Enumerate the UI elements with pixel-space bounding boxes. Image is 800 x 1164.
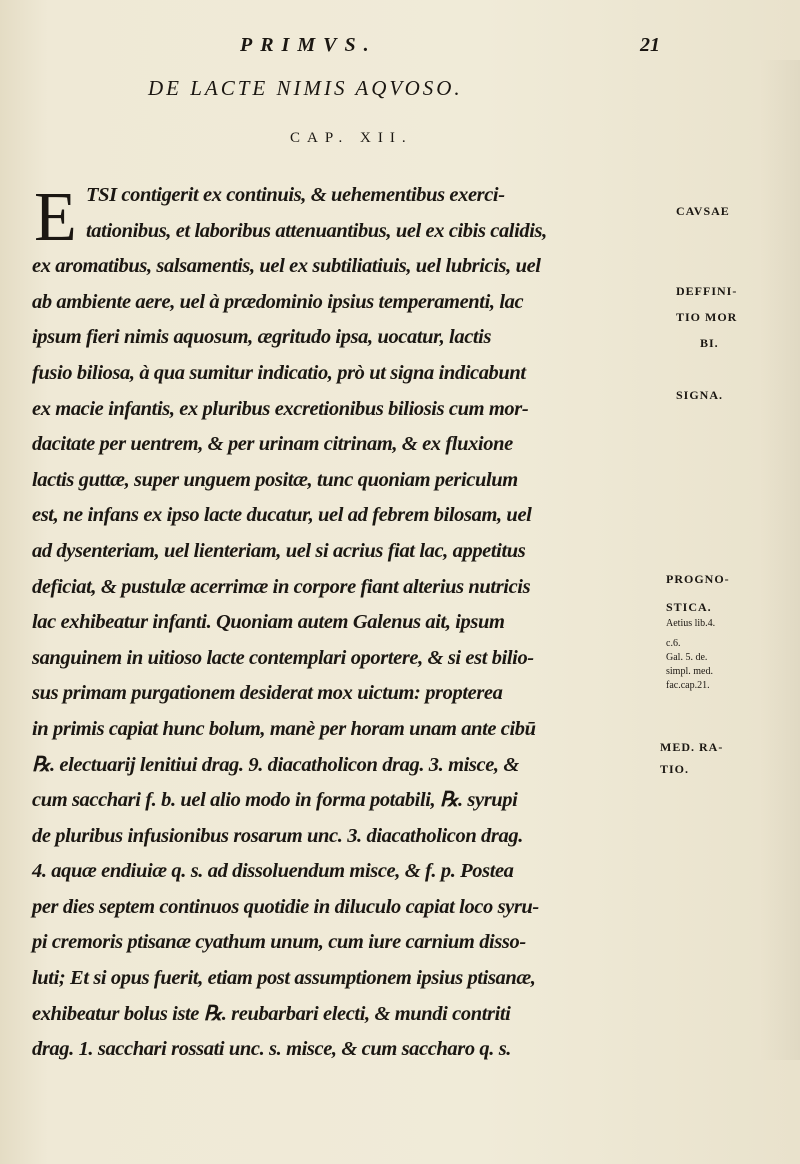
text-line: ipsum fieri nimis aquosum, ægritudo ipsa, uocatur, lactis (32, 326, 492, 349)
text-line: ex macie infantis, ex pluribus excretionibus biliosis cum mor- (32, 397, 529, 420)
chapter-title: DE LACTE NIMIS AQVOSO. (148, 76, 463, 100)
text-line: cum sacchari f. b. uel alio modo in forma potabili, ℞. syrupi (32, 789, 518, 812)
text-line: ab ambiente aere, uel à prædominio ipsius temperamenti, lac (32, 290, 524, 313)
text-line: TSI contigerit ex continuis, & uehementibus exerci- (86, 184, 505, 206)
page-number: 21 (640, 34, 660, 56)
chapter-number: CAP. XII. (290, 130, 413, 146)
margin-note-causae: CAVSAE (676, 204, 730, 218)
text-line: in primis capiat hunc bolum, manè per horam unam ante cibū (32, 717, 536, 740)
text-line: ad dysenteriam, uel lienteriam, uel si acrius fiat lac, appetitus (32, 539, 526, 562)
text-line: tationibus, et laboribus attenuantibus, uel ex cibis calidis, (86, 219, 547, 242)
text-line: exhibeatur bolus iste ℞. reubarbari electi, & mundi contriti (32, 1002, 511, 1025)
margin-note-deffinitio: TIO MOR (676, 310, 738, 324)
margin-note-reference: fac.cap.21. (666, 680, 710, 691)
text-line: deficiat, & pustulæ acerrimæ in corpore fiant alterius nutricis (32, 575, 531, 598)
text-line: dacitate per uentrem, & per urinam citrinam, & ex fluxione (32, 433, 513, 456)
margin-note-reference: simpl. med. (666, 666, 713, 677)
text-line: sus primam purgationem desiderat mox uictum: propterea (32, 682, 503, 705)
drop-cap: E (34, 179, 77, 256)
text-line: ℞. electuarij lenitiui drag. 9. diacatholicon drag. 3. misce, & (32, 753, 519, 776)
page-edge-shadow (760, 60, 800, 1060)
text-line: lactis guttæ, super unguem positæ, tunc quoniam periculum (32, 468, 518, 491)
text-line: drag. 1. sacchari rossati unc. s. misce, & cum saccharo q. s. (32, 1038, 512, 1061)
margin-note-deffinitio: DEFFINI- (676, 284, 738, 298)
margin-note-reference: Gal. 5. de. (666, 652, 708, 663)
text-line: de pluribus infusionibus rosarum unc. 3. diacatholicon drag. (32, 824, 523, 847)
margin-note-reference: c.6. (666, 638, 681, 649)
margin-note-prognostica: PROGNO- (666, 572, 730, 586)
text-line: pi cremoris ptisanæ cyathum unum, cum iure carnium disso- (32, 931, 526, 954)
running-head: PRIMVS. (240, 34, 377, 56)
text-line: est, ne infans ex ipso lacte ducatur, uel ad febrem bilosam, uel (32, 504, 532, 527)
margin-note-prognostica: STICA. (666, 600, 712, 614)
margin-note-deffinitio: BI. (700, 336, 719, 350)
margin-note-signa: SIGNA. (676, 388, 724, 402)
body-text (32, 178, 662, 1068)
text-line: sanguinem in uitioso lacte contemplari oportere, & si est bilio- (32, 646, 534, 669)
margin-note-medicatio: MED. RA- (660, 740, 724, 754)
margin-note-reference: Aetius lib.4. (666, 618, 716, 629)
margin-note-medicatio: TIO. (660, 762, 690, 776)
text-line: lac exhibeatur infanti. Quoniam autem Galenus ait, ipsum (32, 611, 505, 634)
text-line: ex aromatibus, salsamentis, uel ex subtiliatiuis, uel lubricis, uel (32, 255, 541, 278)
text-line: 4. aquæ endiuiæ q. s. ad dissoluendum misce, & f. p. Postea (32, 860, 514, 883)
text-line: luti; Et si opus fuerit, etiam post assumptionem ipsius ptisanæ, (32, 967, 536, 990)
text-line: fusio biliosa, à qua sumitur indicatio, prò ut signa indicabunt (32, 361, 526, 384)
text-line: per dies septem continuos quotidie in diluculo capiat loco syru- (32, 895, 539, 918)
